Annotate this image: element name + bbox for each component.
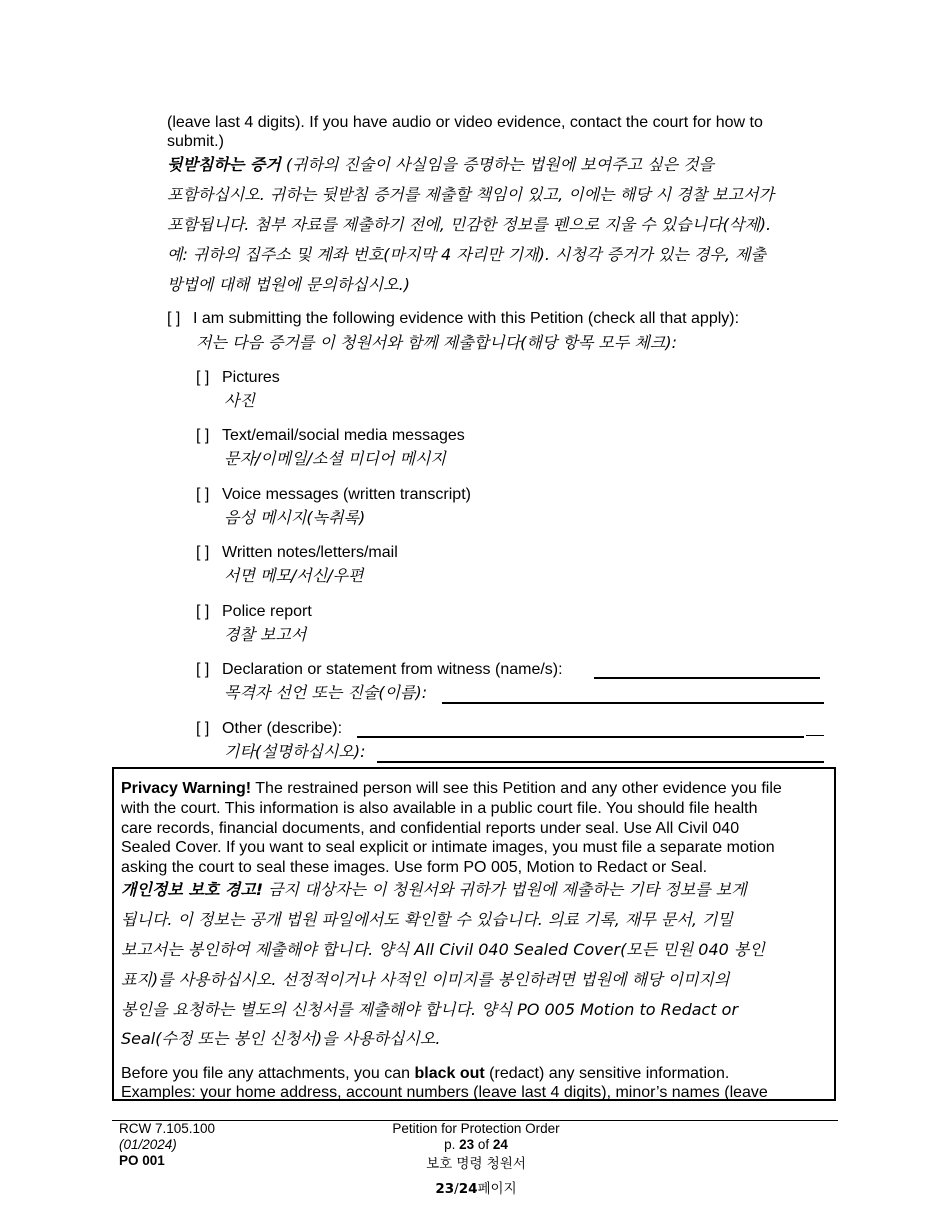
privacy-line-3: care records, financial documents, and confidential reports under seal. Use All Civil 040 <box>121 820 740 837</box>
witness-checkbox[interactable]: [ ] <box>196 661 210 678</box>
footer-form-number: PO 001 <box>119 1153 165 1168</box>
privacy-line-4: Sealed Cover. If you want to seal explicit or intimate images, you must file a separate motion <box>121 839 775 856</box>
intro-ko-line-1 <box>167 155 714 175</box>
witness-name-field[interactable] <box>594 663 820 679</box>
footer-date: (01/2024) <box>119 1137 177 1152</box>
notes-ko: 서면 메모/서신/우편 <box>224 566 364 585</box>
privacy-before-line <box>121 1064 729 1084</box>
submitting-evidence-ko: 저는 다음 증거를 이 청원서와 함께 제출합니다(해당 항목 모두 체크): <box>196 333 677 352</box>
privacy-ko-line-1 <box>121 880 747 900</box>
notes-checkbox[interactable]: [ ] <box>196 544 210 561</box>
footer-page-number: 23 <box>459 1137 475 1152</box>
footer-page-of: of <box>474 1137 493 1152</box>
pictures-label: Pictures <box>222 369 280 386</box>
intro-ko-heading: 뒷받침하는 증거 <box>167 155 281 174</box>
privacy-ko-title: 개인정보 보호 경고! <box>121 880 264 899</box>
privacy-ko-line-2: 됩니다. 이 정보는 공개 법원 파일에서도 확인할 수 있습니다. 의료 기록, 재무 문서, 기밀 <box>121 910 733 929</box>
footer-ko-page-total: 24 <box>458 1181 478 1197</box>
pictures-checkbox[interactable]: [ ] <box>196 369 210 386</box>
intro-line-1: (leave last 4 digits). If you have audio or video evidence, contact the court for how to <box>167 114 763 131</box>
submitting-evidence-row <box>167 309 739 329</box>
witness-ko-field[interactable] <box>442 688 824 704</box>
intro-ko-line-1-text: (귀하의 진술이 사실임을 증명하는 법원에 보여주고 싶은 것을 <box>280 155 715 174</box>
other-ko-field[interactable] <box>377 747 824 763</box>
police-ko: 경찰 보고서 <box>224 625 307 644</box>
footer-ko-title: 보호 명령 청원서 <box>426 1156 526 1172</box>
intro-ko-line-4: 예: 귀하의 집주소 및 계좌 번호(마지막 4 자리만 기재). 시청각 증거가 있는 경우, 제출 <box>167 245 766 264</box>
privacy-before-pre: Before you file any attachments, you can <box>121 1065 415 1082</box>
footer-ko-page-number: 23 <box>435 1181 455 1197</box>
evidence-item-pictures <box>196 368 280 388</box>
evidence-item-voice <box>196 485 471 505</box>
police-checkbox[interactable]: [ ] <box>196 603 210 620</box>
privacy-line-2: with the court. This information is also available in a public court file. You should file health <box>121 800 758 817</box>
footer-page-total: 24 <box>492 1137 508 1152</box>
messages-label: Text/email/social media messages <box>222 427 465 444</box>
footer-ko-page-sep: / <box>454 1181 459 1197</box>
privacy-black-out: black out <box>414 1065 485 1082</box>
intro-ko-line-3: 포함됩니다. 첨부 자료를 제출하기 전에, 민감한 정보를 펜으로 지울 수 있습니다(삭제). <box>167 215 772 234</box>
footer-ko-page-suffix: 페이지 <box>477 1181 517 1197</box>
footer-page-prefix: p. <box>444 1137 460 1152</box>
privacy-line-1 <box>121 779 782 799</box>
privacy-ko-line-3: 보고서는 봉인하여 제출해야 합니다. 양식 All Civil 040 Sealed Cover(모든 민원 040 봉인 <box>121 940 765 959</box>
pictures-ko: 사진 <box>224 391 255 410</box>
voice-ko: 음성 메시지(녹취록) <box>224 508 366 527</box>
submitting-evidence-label: I am submitting the following evidence with this Petition (check all that apply): <box>193 310 740 327</box>
intro-line-2: submit.) <box>167 133 224 150</box>
evidence-item-witness <box>196 660 563 680</box>
messages-ko: 문자/이메일/소셜 미디어 메시지 <box>224 449 446 468</box>
other-describe-field[interactable] <box>357 722 804 738</box>
evidence-item-police <box>196 602 312 622</box>
footer-rcw: RCW 7.105.100 <box>119 1121 216 1136</box>
intro-ko-line-2: 포함하십시오. 귀하는 뒷받침 증거를 제출할 책임이 있고, 이에는 해당 시 경찰 보고서가 <box>167 185 775 204</box>
witness-label: Declaration or statement from witness (name/s): <box>222 661 563 678</box>
evidence-item-messages <box>196 426 465 446</box>
other-label: Other (describe): <box>222 720 343 737</box>
evidence-item-notes <box>196 543 398 563</box>
privacy-ko-line-6: Seal(수정 또는 봉인 신청서)을 사용하십시오. <box>121 1029 441 1048</box>
other-checkbox[interactable]: [ ] <box>196 720 210 737</box>
privacy-title: Privacy Warning! <box>121 780 252 797</box>
privacy-line-1-text: The restrained person will see this Petition and any other evidence you file <box>251 780 782 797</box>
privacy-line-5: asking the court to seal these images. Use form PO 005, Motion to Redact or Seal. <box>121 859 708 876</box>
voice-label: Voice messages (written transcript) <box>222 486 471 503</box>
other-field-extension <box>806 735 824 736</box>
notes-label: Written notes/letters/mail <box>222 544 398 561</box>
privacy-ko-line-1-text: 금지 대상자는 이 청원서와 귀하가 법원에 제출하는 기타 정보를 보게 <box>263 880 747 899</box>
submitting-evidence-checkbox[interactable]: [ ] <box>167 310 181 327</box>
privacy-ko-line-4: 표지)를 사용하십시오. 선정적이거나 사적인 이미지를 봉인하려면 법원에 해당 이미지의 <box>121 970 730 989</box>
footer-page <box>376 1137 576 1153</box>
messages-checkbox[interactable]: [ ] <box>196 427 210 444</box>
privacy-before-post: (redact) any sensitive information. <box>484 1065 730 1082</box>
footer-ko-page <box>376 1181 576 1197</box>
privacy-examples-line: Examples: your home address, account numbers (leave last 4 digits), minor’s names (leave <box>121 1084 768 1101</box>
other-ko: 기타(설명하십시오): <box>224 742 366 761</box>
police-label: Police report <box>222 603 312 620</box>
privacy-ko-line-5: 봉인을 요청하는 별도의 신청서를 제출해야 합니다. 양식 PO 005 Motion to Redact or <box>121 1000 739 1019</box>
voice-checkbox[interactable]: [ ] <box>196 486 210 503</box>
footer-title: Petition for Protection Order <box>392 1121 560 1136</box>
intro-ko-line-5: 방법에 대해 법원에 문의하십시오.) <box>167 275 410 294</box>
witness-ko: 목격자 선언 또는 진술(이름): <box>224 683 428 702</box>
evidence-item-other <box>196 719 342 739</box>
